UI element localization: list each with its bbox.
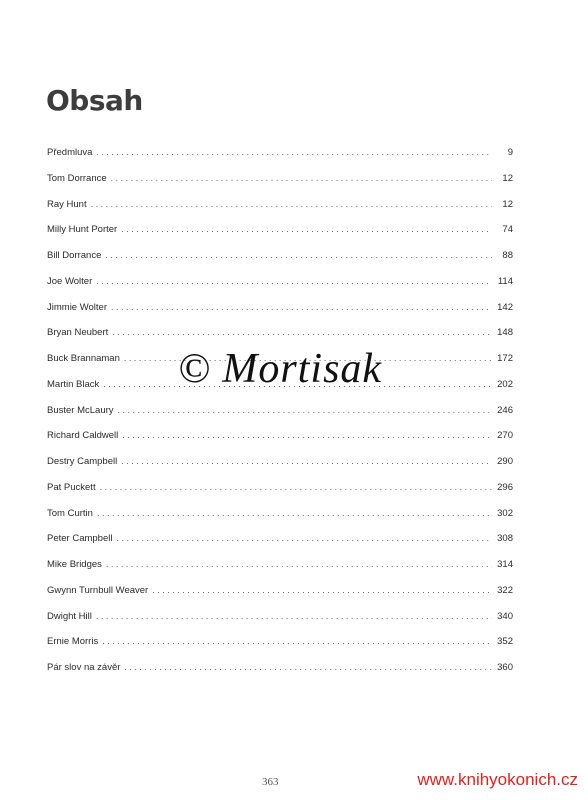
toc-entry-page: 12: [502, 198, 513, 210]
toc-entry: [47, 636, 513, 662]
toc-entry: [47, 482, 513, 508]
toc-entry-page: 9: [507, 147, 513, 158]
toc-entry-page: 340: [497, 610, 513, 622]
toc-entry: [47, 250, 513, 276]
toc-entry: [47, 302, 513, 328]
dot-leader: [122, 430, 492, 440]
page-number: 363: [262, 776, 279, 788]
toc-entry-page: 142: [497, 301, 513, 313]
toc-entry: [47, 173, 513, 199]
toc-entry-page: 172: [497, 353, 513, 364]
toc-entry-title: Tom Dorrance: [47, 172, 107, 184]
toc-entry: [47, 430, 513, 456]
toc-entry-page: 88: [502, 250, 513, 261]
dot-leader: [121, 456, 492, 466]
dot-leader: [116, 533, 492, 543]
toc-entry-title: Ernie Morris: [47, 636, 99, 648]
toc-entry-page: 352: [497, 636, 513, 648]
toc-entry-page: 202: [497, 378, 513, 390]
toc-entry-title: Dwight Hill: [47, 610, 92, 622]
toc-entry-page: 148: [497, 327, 513, 339]
toc-entry-page: 308: [497, 533, 513, 545]
toc-entry-title: Milly Hunt Porter: [47, 224, 118, 236]
copyright-watermark: © Mortisak: [178, 346, 383, 392]
toc-entry: [47, 662, 513, 688]
toc-entry: [47, 508, 513, 534]
page-title: Obsah: [46, 84, 143, 117]
toc-entry-title: Jimmie Wolter: [47, 301, 107, 313]
dot-leader: [102, 636, 492, 646]
dot-leader: [112, 327, 492, 337]
dot-leader: [105, 250, 492, 260]
dot-leader: [111, 302, 492, 312]
toc-entry-title: Bill Dorrance: [47, 250, 102, 261]
toc-entry-title: Pat Puckett: [47, 481, 96, 493]
toc-entry-title: Peter Campbell: [47, 533, 113, 545]
toc-entry-page: 296: [497, 481, 513, 493]
toc-entry: [47, 456, 513, 482]
dot-leader: [97, 508, 492, 518]
toc-entry-page: 12: [502, 172, 513, 184]
dot-leader: [100, 482, 492, 492]
toc-entry-page: 360: [497, 662, 513, 673]
toc-entry-title: Joe Wolter: [47, 275, 93, 287]
dot-leader: [106, 559, 492, 569]
toc-entry: [47, 533, 513, 559]
toc-entry-title: Tom Curtin: [47, 507, 93, 519]
toc-entry-title: Pár slov na závěr: [47, 662, 121, 673]
toc-entry-page: 290: [497, 456, 513, 467]
table-of-contents: [47, 147, 513, 688]
toc-entry-page: 114: [497, 275, 513, 287]
dot-leader: [96, 147, 492, 157]
toc-entry-page: 246: [497, 404, 513, 416]
dot-leader: [96, 276, 492, 286]
toc-entry: [47, 276, 513, 302]
dot-leader: [152, 585, 492, 595]
dot-leader: [121, 224, 492, 234]
toc-entry-page: 302: [497, 507, 513, 519]
dot-leader: [118, 405, 492, 415]
toc-entry: [47, 611, 513, 637]
toc-entry-title: Richard Caldwell: [47, 430, 119, 442]
toc-entry-title: Destry Campbell: [47, 456, 118, 467]
toc-entry: [47, 224, 513, 250]
dot-leader: [91, 199, 492, 209]
toc-entry-title: Předmluva: [47, 147, 93, 158]
toc-entry: [47, 147, 513, 173]
toc-entry-title: Bryan Neubert: [47, 327, 109, 339]
toc-entry-page: 270: [497, 430, 513, 442]
toc-entry: [47, 585, 513, 611]
toc-entry-title: Ray Hunt: [47, 198, 87, 210]
toc-entry-page: 314: [497, 559, 513, 570]
toc-entry-title: Buck Brannaman: [47, 353, 120, 364]
toc-entry-page: 322: [497, 584, 513, 596]
dot-leader: [111, 173, 492, 183]
website-link[interactable]: www.knihyokonich.cz: [417, 770, 578, 789]
toc-entry-title: Martin Black: [47, 378, 100, 390]
dot-leader: [124, 662, 492, 672]
toc-entry: [47, 405, 513, 431]
toc-entry-page: 74: [502, 224, 513, 236]
toc-entry-title: Buster McLaury: [47, 404, 114, 416]
toc-entry: [47, 199, 513, 225]
dot-leader: [96, 611, 492, 621]
toc-entry: [47, 559, 513, 585]
toc-entry-title: Mike Bridges: [47, 559, 102, 570]
toc-entry-title: Gwynn Turnbull Weaver: [47, 584, 149, 596]
